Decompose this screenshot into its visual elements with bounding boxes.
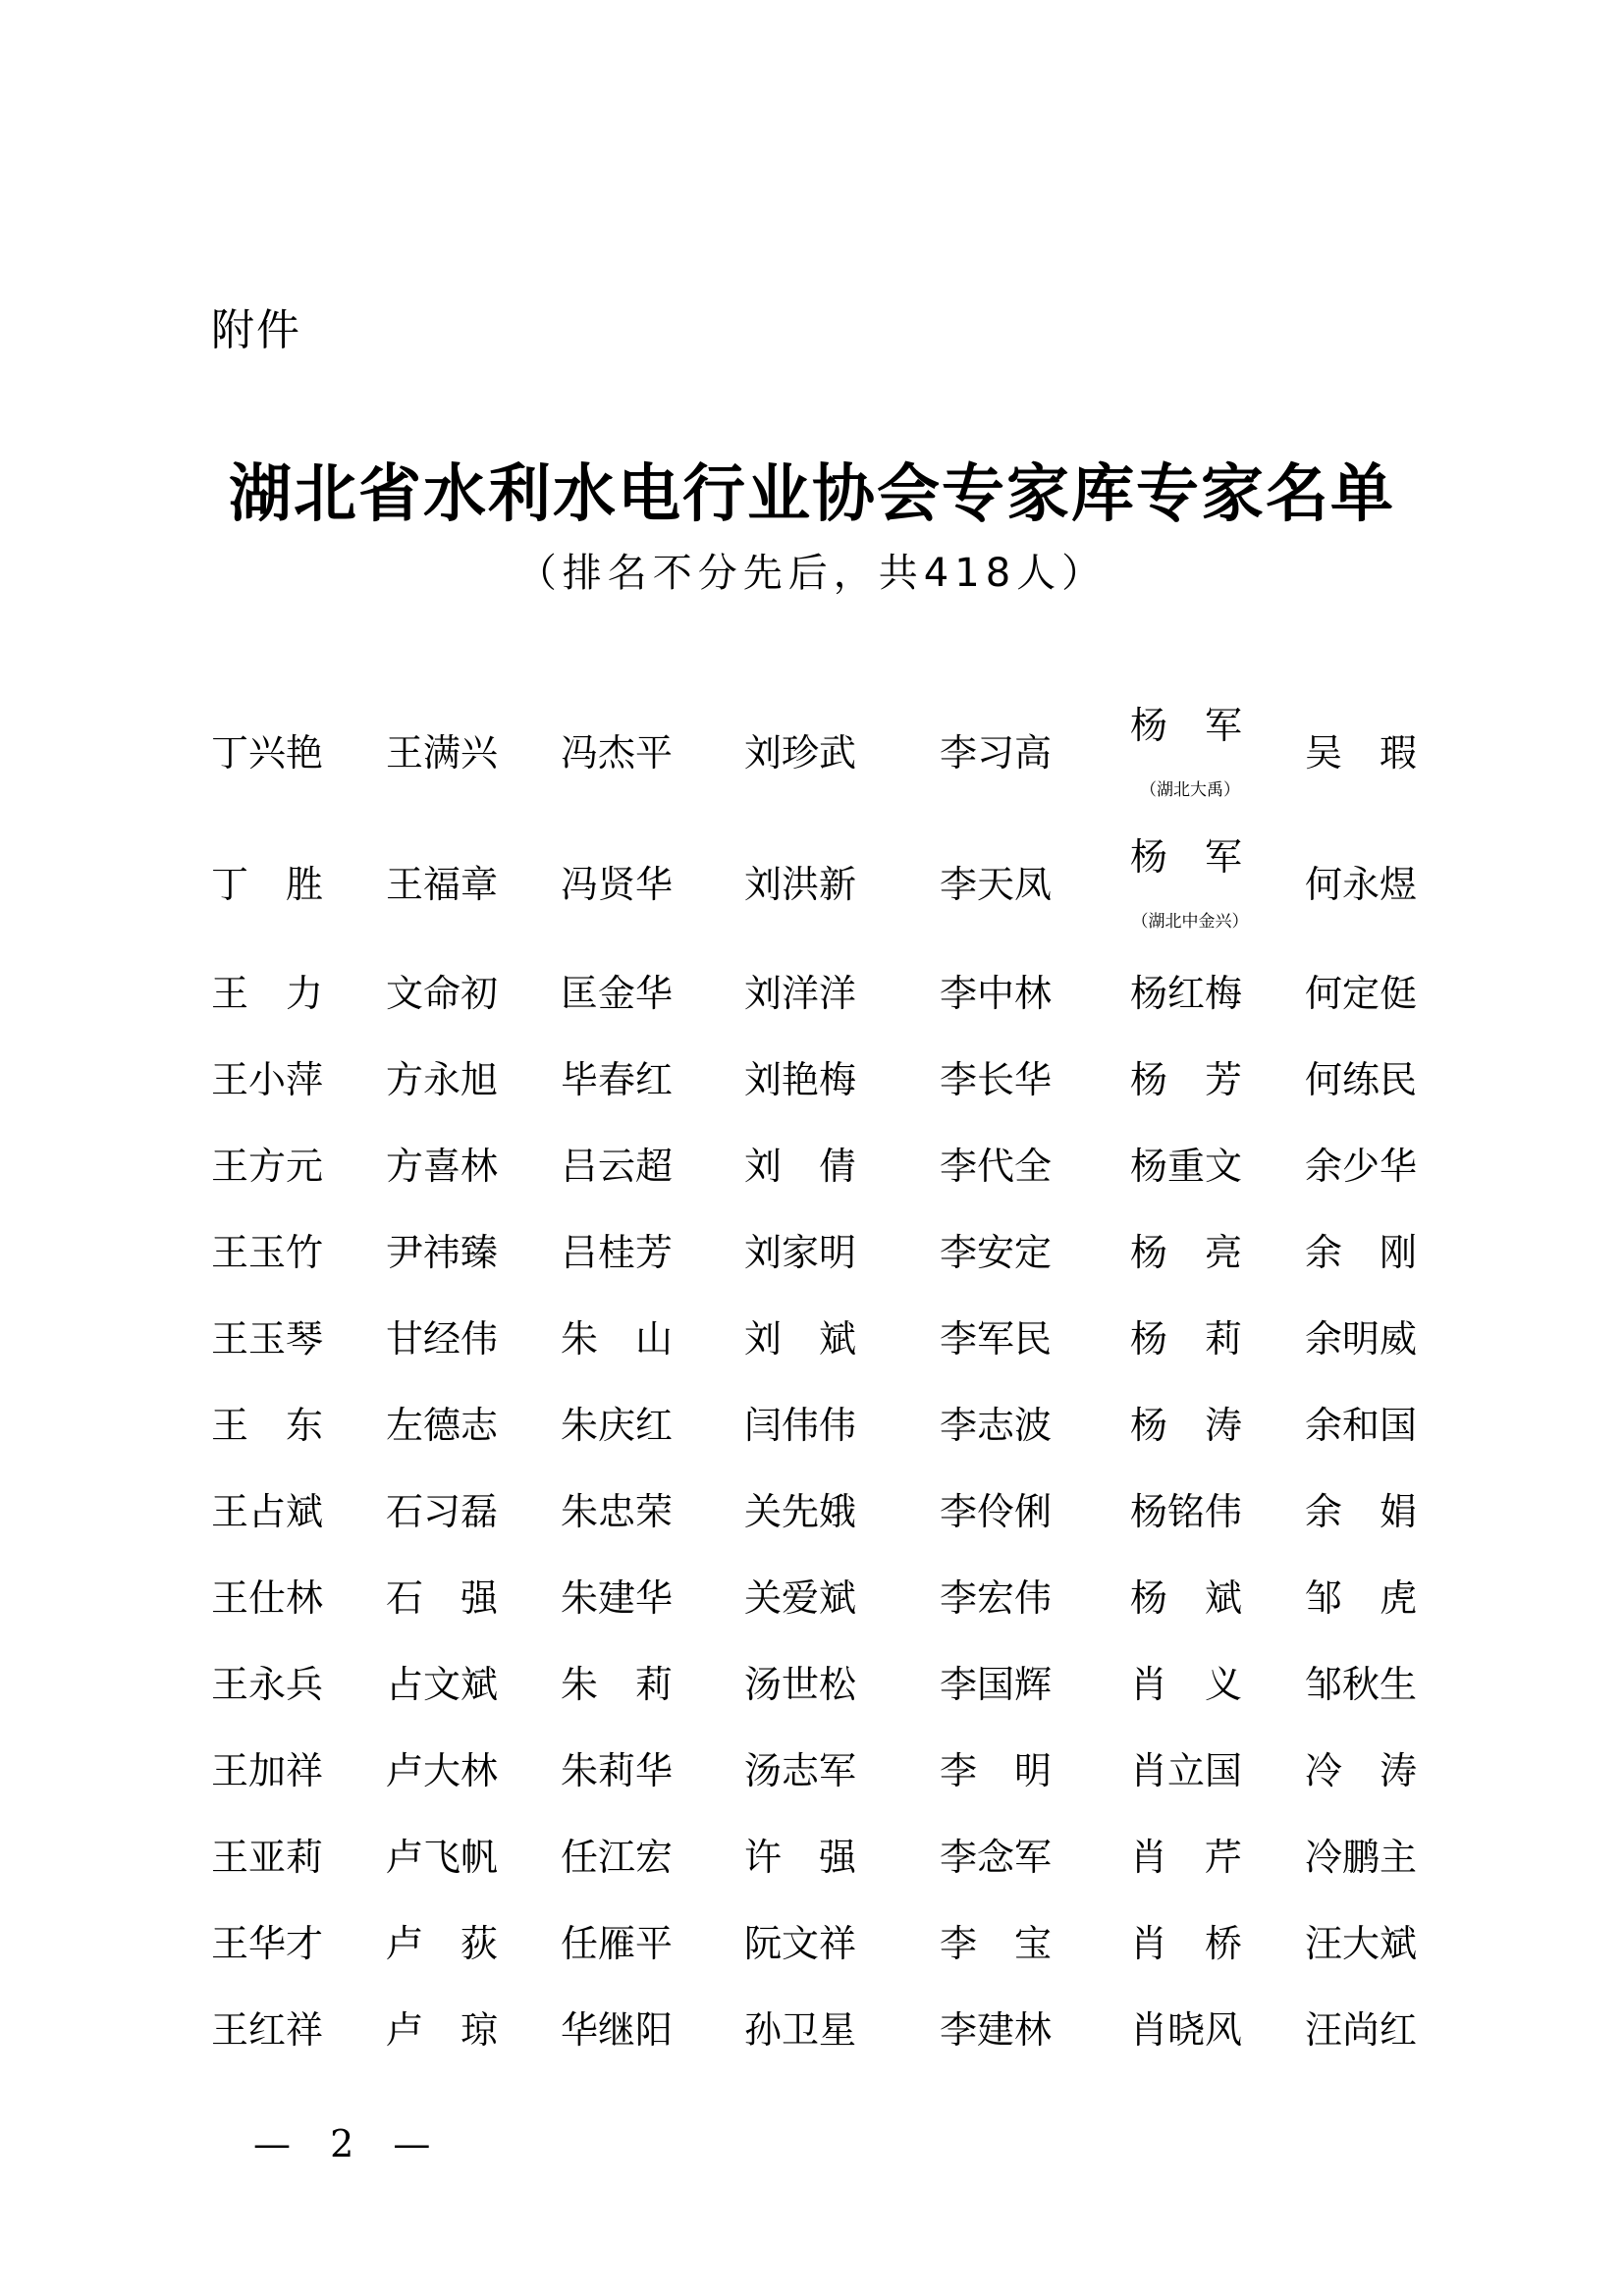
name-row	[211, 819, 1458, 950]
expert-name: 石 习 磊	[386, 1490, 499, 1533]
expert-name: 李 志 波	[940, 1404, 1053, 1447]
expert-name: 卢 琼	[386, 2008, 498, 2052]
expert-name: 石 强	[386, 1576, 498, 1620]
expert-affiliation-note: （湖北大禹）	[1140, 780, 1240, 800]
expert-name: 肖 芹	[1130, 1836, 1242, 1879]
expert-name: 肖 义	[1130, 1663, 1242, 1706]
expert-name: 杨 军	[1130, 704, 1242, 747]
expert-name: 卢 飞 帆	[386, 1836, 499, 1879]
expert-name: 文 命 初	[386, 972, 499, 1015]
expert-name: 刘 洋 洋	[744, 972, 857, 1015]
expert-name: 吕 云 超	[561, 1145, 674, 1188]
expert-name: 汪 尚 红	[1305, 2008, 1418, 2052]
expert-name: 卢 大 林	[386, 1749, 499, 1792]
page-number: — 2 —	[253, 2122, 445, 2165]
expert-name: 肖 晓 风	[1130, 2008, 1243, 2052]
expert-name: 李 念 军	[940, 1836, 1053, 1879]
document-title: 湖北省水利水电行业协会专家库专家名单	[229, 457, 1395, 531]
name-row	[211, 1209, 1458, 1296]
expert-name: 杨 重 文	[1130, 1145, 1243, 1188]
expert-name: 王 华 才	[211, 1922, 324, 1965]
expert-name: 朱 忠 荣	[561, 1490, 674, 1533]
expert-name: 冯 贤 华	[561, 863, 674, 906]
expert-name: 肖 立 国	[1130, 1749, 1243, 1792]
name-row	[211, 1900, 1458, 1987]
expert-name: 肖 桥	[1130, 1922, 1242, 1965]
expert-name: 汤 世 松	[744, 1663, 857, 1706]
expert-affiliation-note: （湖北中金兴）	[1131, 912, 1249, 932]
name-row	[211, 1555, 1458, 1641]
expert-name: 杨 芳	[1130, 1058, 1242, 1101]
name-row	[211, 1987, 1458, 2073]
expert-name: 杨 军	[1130, 835, 1242, 879]
expert-name: 汪 大 斌	[1305, 1922, 1418, 1965]
expert-name: 李 明	[940, 1749, 1052, 1792]
expert-name: 方 永 旭	[386, 1058, 499, 1101]
expert-name: 李 宝	[940, 1922, 1052, 1965]
expert-name: 余 少 华	[1305, 1145, 1418, 1188]
expert-name: 匡 金 华	[561, 972, 674, 1015]
expert-name: 王 力	[211, 972, 323, 1015]
expert-name: 邹 虎	[1305, 1576, 1417, 1620]
expert-name: 杨 莉	[1130, 1317, 1242, 1361]
expert-name: 朱 庆 红	[561, 1404, 674, 1447]
expert-name: 关 爱 斌	[744, 1576, 857, 1620]
expert-name: 李 中 林	[940, 972, 1053, 1015]
expert-name: 王 玉 竹	[211, 1231, 324, 1274]
name-row	[211, 1037, 1458, 1123]
name-row	[211, 1641, 1458, 1728]
expert-name: 吴 瑕	[1305, 731, 1417, 774]
expert-name: 李 国 辉	[940, 1663, 1053, 1706]
expert-name: 李 习 高	[940, 731, 1053, 774]
expert-name: 刘 艳 梅	[744, 1058, 857, 1101]
expert-name: 李 军 民	[940, 1317, 1053, 1361]
expert-name: 王 福 章	[386, 863, 499, 906]
expert-name: 余 娟	[1305, 1490, 1417, 1533]
expert-name: 王 红 祥	[211, 2008, 324, 2052]
expert-name: 阮 文 祥	[744, 1922, 857, 1965]
expert-name: 李 宏 伟	[940, 1576, 1053, 1620]
expert-name: 吕 桂 芳	[561, 1231, 674, 1274]
expert-name: 杨 红 梅	[1130, 972, 1243, 1015]
expert-name: 左 德 志	[386, 1404, 499, 1447]
expert-name: 汤 志 军	[744, 1749, 857, 1792]
expert-name: 尹 祎 臻	[386, 1231, 499, 1274]
expert-name: 何 练 民	[1305, 1058, 1418, 1101]
expert-name: 许 强	[744, 1836, 856, 1879]
expert-name: 刘 珍 武	[744, 731, 857, 774]
expert-name: 甘 经 伟	[386, 1317, 499, 1361]
expert-name: 方 喜 林	[386, 1145, 499, 1188]
expert-name: 王 满 兴	[386, 731, 499, 774]
expert-name: 王 亚 莉	[211, 1836, 324, 1879]
expert-name: 杨 涛	[1130, 1404, 1242, 1447]
expert-name: 余 和 国	[1305, 1404, 1418, 1447]
expert-name: 李 建 林	[940, 2008, 1053, 2052]
expert-name: 朱 莉	[561, 1663, 673, 1706]
name-row	[211, 1728, 1458, 1814]
expert-name: 任 江 宏	[561, 1836, 674, 1879]
expert-name: 王 加 祥	[211, 1749, 324, 1792]
name-row	[211, 1814, 1458, 1900]
expert-name: 余 明 威	[1305, 1317, 1418, 1361]
expert-name: 何 永 煜	[1305, 863, 1418, 906]
expert-name-cell	[1130, 819, 1277, 950]
expert-name: 王 东	[211, 1404, 323, 1447]
attachment-label: 附件	[211, 305, 301, 355]
expert-name: 王 方 元	[211, 1145, 324, 1188]
expert-name: 刘 斌	[744, 1317, 856, 1361]
expert-name: 李 长 华	[940, 1058, 1053, 1101]
expert-name: 王 小 萍	[211, 1058, 324, 1101]
expert-name: 毕 春 红	[561, 1058, 674, 1101]
name-row	[211, 1382, 1458, 1468]
name-row	[211, 950, 1458, 1037]
expert-name: 朱 莉 华	[561, 1749, 674, 1792]
expert-name: 关 先 娥	[744, 1490, 857, 1533]
expert-name: 王 永 兵	[211, 1663, 324, 1706]
expert-name: 何 定 侹	[1305, 972, 1418, 1015]
expert-name: 朱 山	[561, 1317, 673, 1361]
expert-name: 任 雁 平	[561, 1922, 674, 1965]
expert-name: 冷 鹏 主	[1305, 1836, 1418, 1879]
expert-name: 杨 亮	[1130, 1231, 1242, 1274]
expert-name: 杨 斌	[1130, 1576, 1242, 1620]
expert-name: 冷 涛	[1305, 1749, 1417, 1792]
expert-name: 邹 秋 生	[1305, 1663, 1418, 1706]
expert-name: 刘 倩	[744, 1145, 856, 1188]
expert-name: 李 安 定	[940, 1231, 1053, 1274]
expert-name: 孙 卫 星	[744, 2008, 857, 2052]
expert-name: 华 继 阳	[561, 2008, 674, 2052]
expert-name: 王 仕 林	[211, 1576, 324, 1620]
expert-name: 朱 建 华	[561, 1576, 674, 1620]
expert-name: 李 天 凤	[940, 863, 1053, 906]
document-subtitle: （排名不分先后，共418人）	[516, 551, 1108, 596]
name-row	[211, 1123, 1458, 1209]
expert-name-cell	[1130, 687, 1277, 819]
expert-name: 冯 杰 平	[561, 731, 674, 774]
expert-name: 王 玉 琴	[211, 1317, 324, 1361]
expert-name-list	[211, 687, 1458, 2073]
expert-name: 刘 家 明	[744, 1231, 857, 1274]
name-row	[211, 1468, 1458, 1555]
name-row	[211, 687, 1458, 819]
expert-name: 杨 铭 伟	[1130, 1490, 1243, 1533]
expert-name: 占 文 斌	[386, 1663, 499, 1706]
expert-name: 李 代 全	[940, 1145, 1053, 1188]
expert-name: 李 伶 俐	[940, 1490, 1053, 1533]
expert-name: 王 占 斌	[211, 1490, 324, 1533]
expert-name: 丁 胜	[211, 863, 323, 906]
expert-name: 刘 洪 新	[744, 863, 857, 906]
name-row	[211, 1296, 1458, 1382]
expert-name: 闫 伟 伟	[744, 1404, 857, 1447]
expert-name: 余 刚	[1305, 1231, 1417, 1274]
expert-name: 丁 兴 艳	[211, 731, 324, 774]
expert-name: 卢 荻	[386, 1922, 498, 1965]
